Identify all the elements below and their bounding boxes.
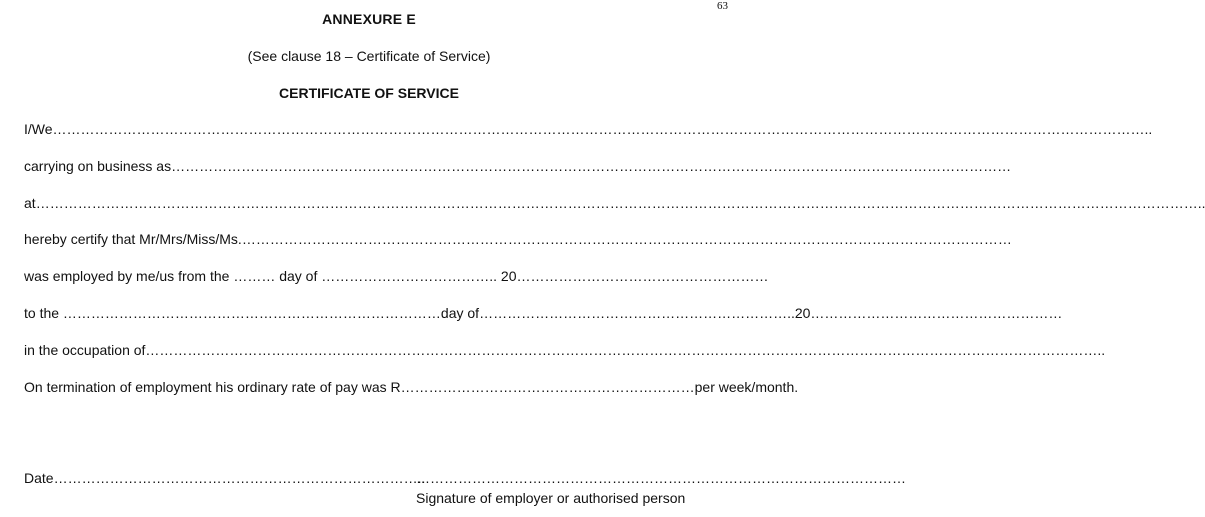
date-block: [24, 470, 425, 486]
employee-line: [24, 231, 1012, 268]
employed-to-label: to the: [24, 304, 60, 321]
from-day-field[interactable]: ………: [233, 268, 276, 285]
from-day-of-label: day of: [279, 268, 318, 285]
date-label: Date: [24, 470, 54, 486]
employee-field[interactable]: …………………………………………………………………………………………………………………………………………………: [241, 231, 1012, 248]
from-year-field[interactable]: ………………………………………………: [516, 268, 769, 285]
employee-label: hereby certify that Mr/Mrs/Miss/Ms.: [24, 231, 242, 248]
signature-field[interactable]: ……………………………………………………………………………………………: [416, 470, 906, 486]
pay-period-label: per week/month.: [694, 378, 799, 395]
occupation-label: in the occupation of: [24, 341, 146, 358]
page-number: 63: [717, 0, 728, 12]
certificate-title: CERTIFICATE OF SERVICE: [279, 85, 459, 101]
termination-line: [24, 378, 799, 416]
address-line: [24, 194, 1205, 232]
business-field[interactable]: ………………………………………………………………………………………………………………………………………………………………: [171, 157, 1012, 174]
business-label: carrying on business as: [24, 157, 172, 174]
termination-label: On termination of employment his ordinary rate of pay was R: [24, 378, 401, 395]
occupation-line: [24, 341, 1106, 379]
date-field[interactable]: ……………………………………………………………………..: [53, 470, 426, 486]
clause-reference: (See clause 18 – Certificate of Service): [247, 48, 491, 64]
employed-from-line: [24, 268, 769, 305]
pay-rate-field[interactable]: ………………………………………………………: [400, 378, 695, 395]
employed-from-label: was employed by me/us from the: [24, 268, 230, 285]
to-day-of-label: day of: [440, 304, 480, 321]
certificate-body: [24, 121, 1205, 415]
from-month-field[interactable]: ………………………………..: [321, 268, 498, 285]
business-line: [24, 157, 1012, 195]
name-field[interactable]: ………………………………………………………………………………………………………………………………………………………………………………………………………………..: [52, 121, 1153, 137]
name-label: I/We: [24, 121, 53, 137]
to-day-field[interactable]: ………………………………………………………………………: [62, 304, 441, 321]
signature-block: [416, 470, 906, 506]
address-label: at: [24, 194, 36, 211]
signature-label: Signature of employer or authorised person: [416, 490, 686, 506]
to-year-prefix: 20: [794, 304, 811, 321]
to-month-field[interactable]: …………………………………………………………..: [479, 304, 795, 321]
name-line: [24, 121, 1153, 158]
employed-to-line: [24, 304, 1063, 342]
occupation-field[interactable]: ……………………………………………………………………………………………………………………………………………………………………………………..: [145, 341, 1106, 358]
address-field[interactable]: ……………………………………………………………………………………………………………………………………………………………………………………………………………………………..: [35, 194, 1205, 211]
from-year-prefix: 20: [500, 268, 517, 285]
to-year-field[interactable]: ………………………………………………: [810, 304, 1063, 321]
annexure-title: ANNEXURE E: [322, 11, 416, 27]
